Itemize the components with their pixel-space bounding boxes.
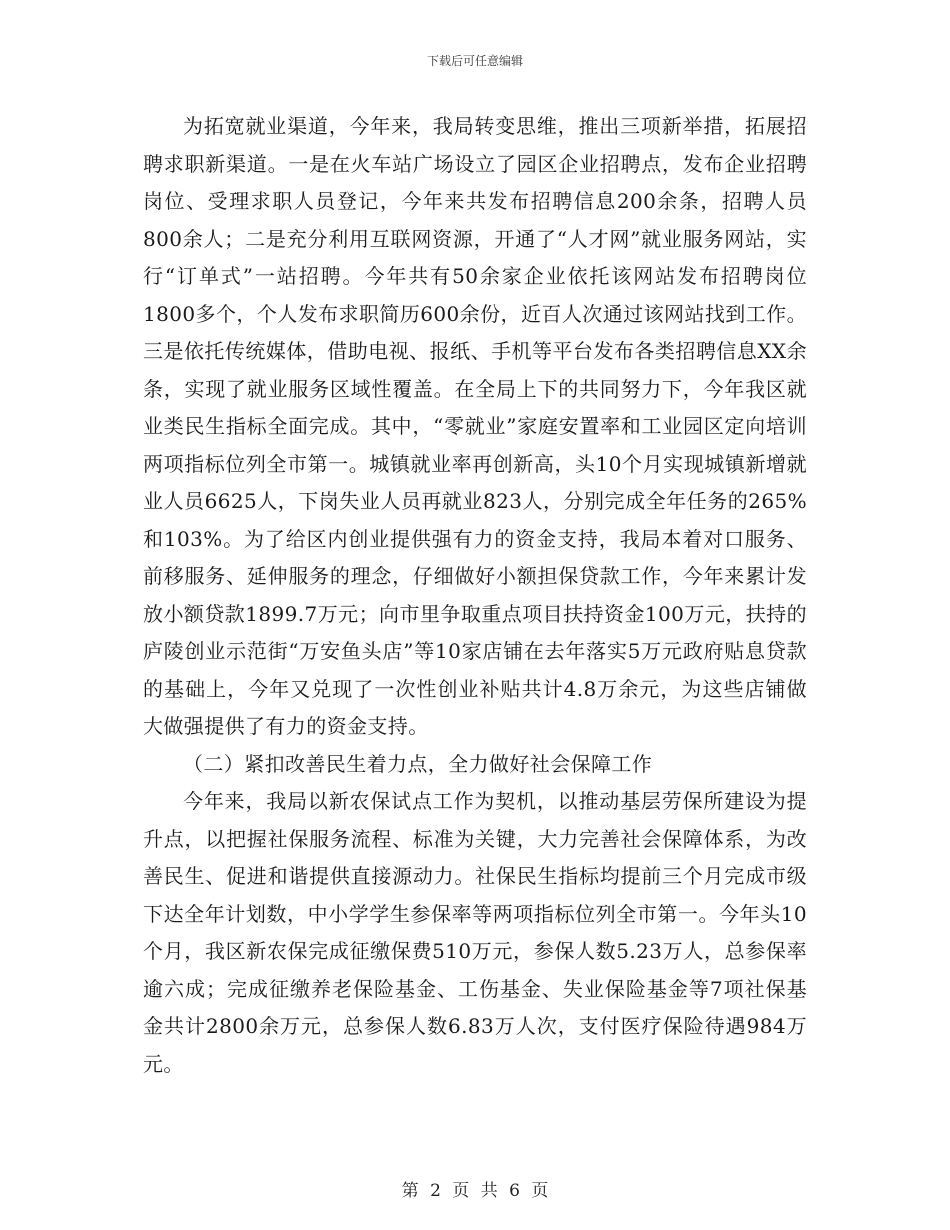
document-body <box>143 108 807 1083</box>
page-header: 下载后可任意编辑 <box>426 54 523 68</box>
paragraph-social-security: 今年来，我局以新农保试点工作为契机，以推动基层劳保所建设为提升点，以把握社保服务流程、标准为关键，大力完善社会保障体系，为改善民生、促进和谐提供直接源动力。社保民生指标均提前三个月完成市级下达全年计划数，中小学学生参保率等两项指标位列全市第一。今年头10个月，我区新农保完成征缴保费510万元，参保人数5.23万人，总参保率逾六成；完成征缴养老保险基金、工伤基金、失业保险基金等7项社保基金共计2800余万元，总参保人数6.83万人次，支付医疗保险待遇984万元。 <box>143 789 807 1076</box>
page-footer: 第 2 页 共 6 页 <box>401 1181 549 1201</box>
section-heading-social-security: （二）紧扣改善民生着力点，全力做好社会保障工作 <box>183 751 653 776</box>
paragraph-employment-channels: 为拓宽就业渠道，今年来，我局转变思维，推出三项新举措，拓展招聘求职新渠道。一是在火车站广场设立了园区企业招聘点，发布企业招聘岗位、受理求职人员登记，今年来共发布招聘信息200余条，招聘人员800余人；二是充分利用互联网资源，开通了“人才网”就业服务网站，实行“订单式”一站招聘。今年共有50余家企业依托该网站发布招聘岗位1800多个，个人发布求职简历600余份，近百人次通过该网站找到工作。三是依托传统媒体，借助电视、报纸、手机等平台发布各类招聘信息XX余条，实现了就业服务区域性覆盖。在全局上下的共同努力下，今年我区就业类民生指标全面完成。其中，“零就业”家庭安置率和工业园区定向培训两项指标位列全市第一。城镇就业率再创新高，头10个月实现城镇新增就业人员6625人，下岗失业人员再就业823人，分别完成全年任务的265%和103%。为了给区内创业提供强有力的资金支持，我局本着对口服务、前移服务、延伸服务的理念，仔细做好小额担保贷款工作，今年来累计发放小额贷款1899.7万元；向市里争取重点项目扶持资金100万元，扶持的庐陵创业示范街“万安鱼头店”等10家店铺在去年落实5万元政府贴息贷款的基础上，今年又兑现了一次性创业补贴共计4.8万余元，为这些店铺做大做强提供了有力的资金支持。 <box>143 114 807 738</box>
